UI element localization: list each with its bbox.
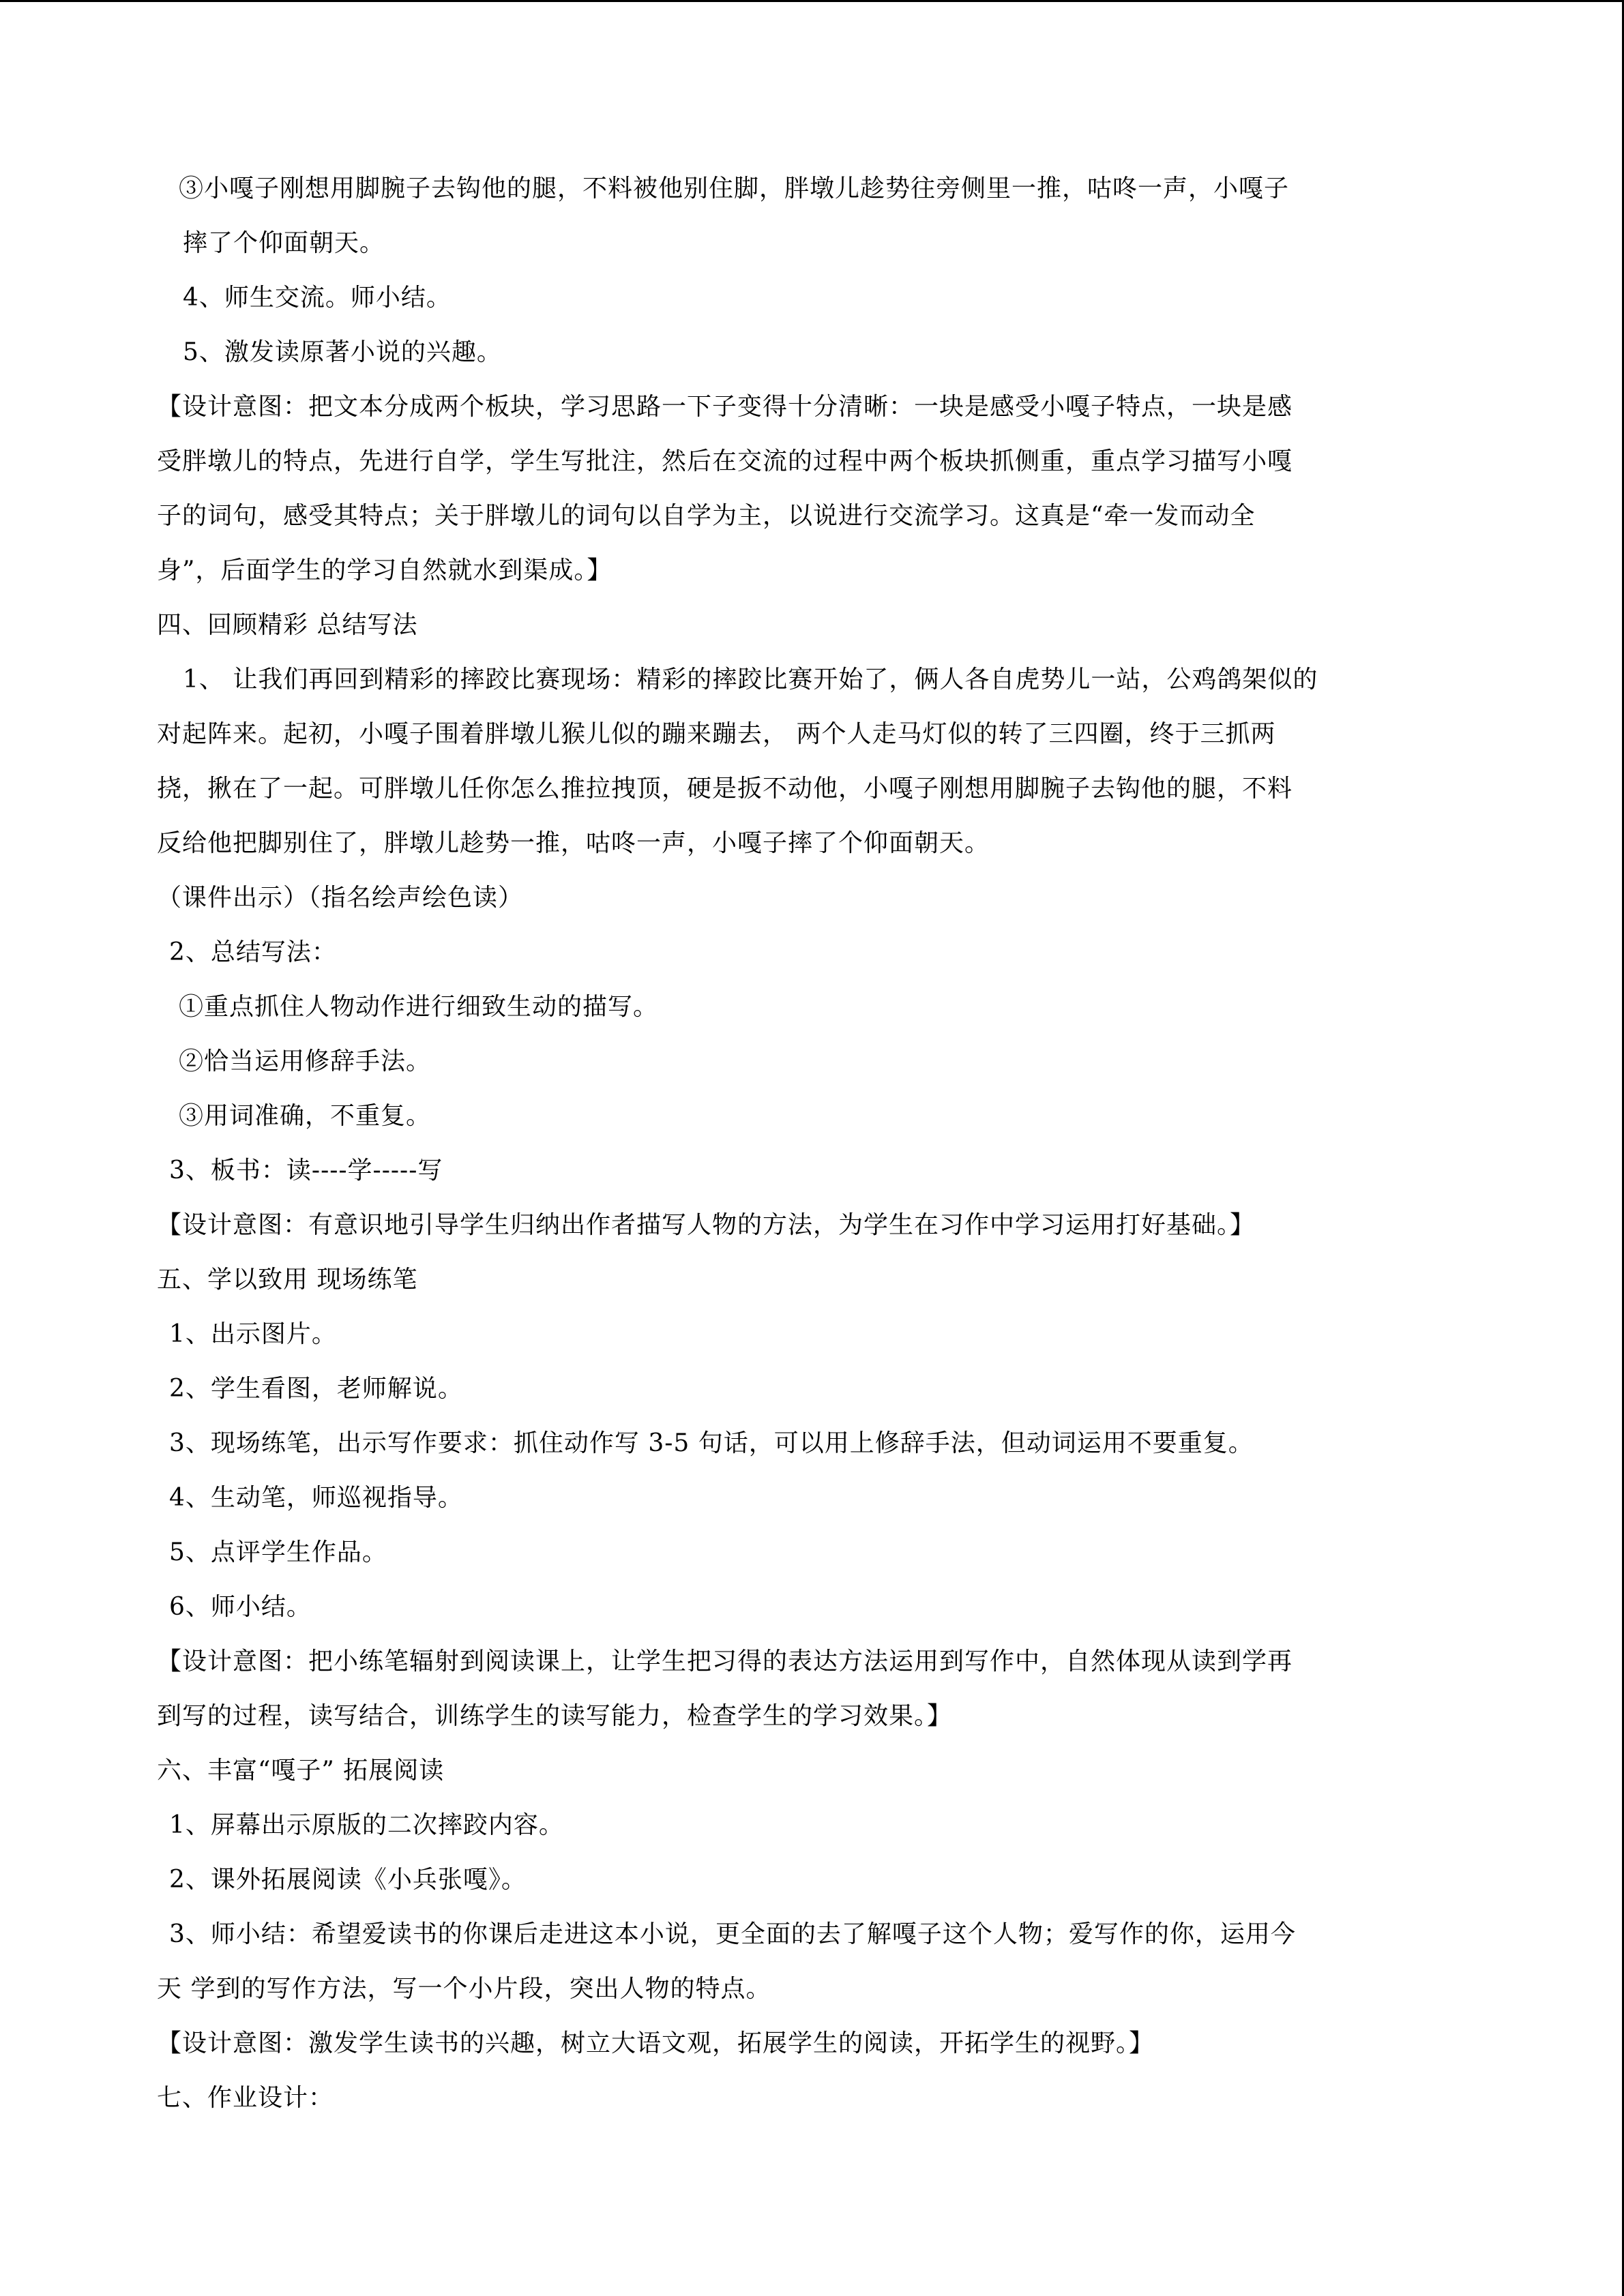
text-line: 摔了个仰面朝天。 [183,229,385,257]
text-line: 4、师生交流。师小结。 [183,284,452,312]
text-line: 反给他把脚别住了，胖墩儿趁势一推，咕咚一声，小嘎子摔了个仰面朝天。 [157,829,990,857]
text-line: ③小嘎子刚想用脚腕子去钩他的腿，不料被他别住脚，胖墩儿趁势往旁侧里一推，咕咚一声，小嘎子 [179,175,1290,203]
text-line: 6、师小结。 [169,1593,312,1621]
text-line: 2、总结写法： [169,938,337,966]
text-line: （课件出示）（指名绘声绘色读） [157,884,524,912]
text-line: 受胖墩儿的特点，先进行自学，学生写批注，然后在交流的过程中两个板块抓侧重，重点学习描写小嘎 [157,447,1293,475]
text-line: 1、 让我们再回到精彩的摔跤比赛现场：精彩的摔跤比赛开始了，俩人各自虎势儿一站，公鸡鸽架似的 [183,666,1318,694]
text-line: ②恰当运用修辞手法。 [179,1047,432,1075]
text-line: 2、课外拓展阅读《小兵张嘎》。 [169,1866,527,1894]
text-line: 对起阵来。起初，小嘎子围着胖墩儿猴儿似的蹦来蹦去， 两个人走马灯似的转了三四圈，终于三抓两 [157,720,1276,748]
section-heading: 七、作业设计： [157,2084,334,2112]
section-heading: 六、丰富“嘎子” 拓展阅读 [157,1757,445,1785]
text-line: 到写的过程，读写结合，训练学生的读写能力，检查学生的学习效果。】 [157,1702,953,1730]
text-line: 天 学到的写作方法，写一个小片段，突出人物的特点。 [157,1975,771,2003]
text-line: 1、出示图片。 [169,1320,337,1348]
text-line: 子的词句，感受其特点；关于胖墩儿的词句以自学为主，以说进行交流学习。这真是“牵一发而动全 [157,502,1256,530]
text-line: 2、学生看图，老师解说。 [169,1375,463,1403]
text-line: 身”，后面学生的学习自然就水到渠成。】 [157,556,612,584]
section-heading: 五、学以致用 现场练笔 [157,1266,418,1294]
text-line: ③用词准确，不重复。 [179,1102,432,1130]
text-line: 【设计意图：把文本分成两个板块，学习思路一下子变得十分清晰：一块是感受小嘎子特点，一块是感 [157,393,1293,421]
text-line: 1、屏幕出示原版的二次摔跤内容。 [169,1811,564,1839]
text-line: 挠，揪在了一起。可胖墩儿任你怎么推拉拽顶，硬是扳不动他，小嘎子刚想用脚腕子去钩他的腿，不料 [157,775,1293,803]
text-line: 3、师小结：希望爱读书的你课后走进这本小说，更全面的去了解嘎子这个人物；爱写作的你，运用今 [169,1920,1296,1948]
text-line: 3、现场练笔，出示写作要求：抓住动作写 3-5 句话，可以用上修辞手法，但动词运用不要重复。 [169,1429,1254,1457]
section-heading: 四、回顾精彩 总结写法 [157,611,418,639]
text-line: 5、激发读原著小说的兴趣。 [183,338,502,366]
text-line: 【设计意图：把小练笔辐射到阅读课上，让学生把习得的表达方法运用到写作中，自然体现从读到学再 [157,1648,1293,1675]
text-line: 4、生动笔，师巡视指导。 [169,1484,463,1512]
text-line: 【设计意图：有意识地引导学生归纳出作者描写人物的方法，为学生在习作中学习运用打好基础。】 [157,1211,1256,1239]
text-line: 3、板书：读----学-----写 [169,1157,443,1184]
text-line: 【设计意图：激发学生读书的兴趣，树立大语文观，拓展学生的阅读，开拓学生的视野。】 [157,2029,1155,2057]
text-line: ①重点抓住人物动作进行细致生动的描写。 [179,993,659,1021]
text-line: 5、点评学生作品。 [169,1538,387,1566]
